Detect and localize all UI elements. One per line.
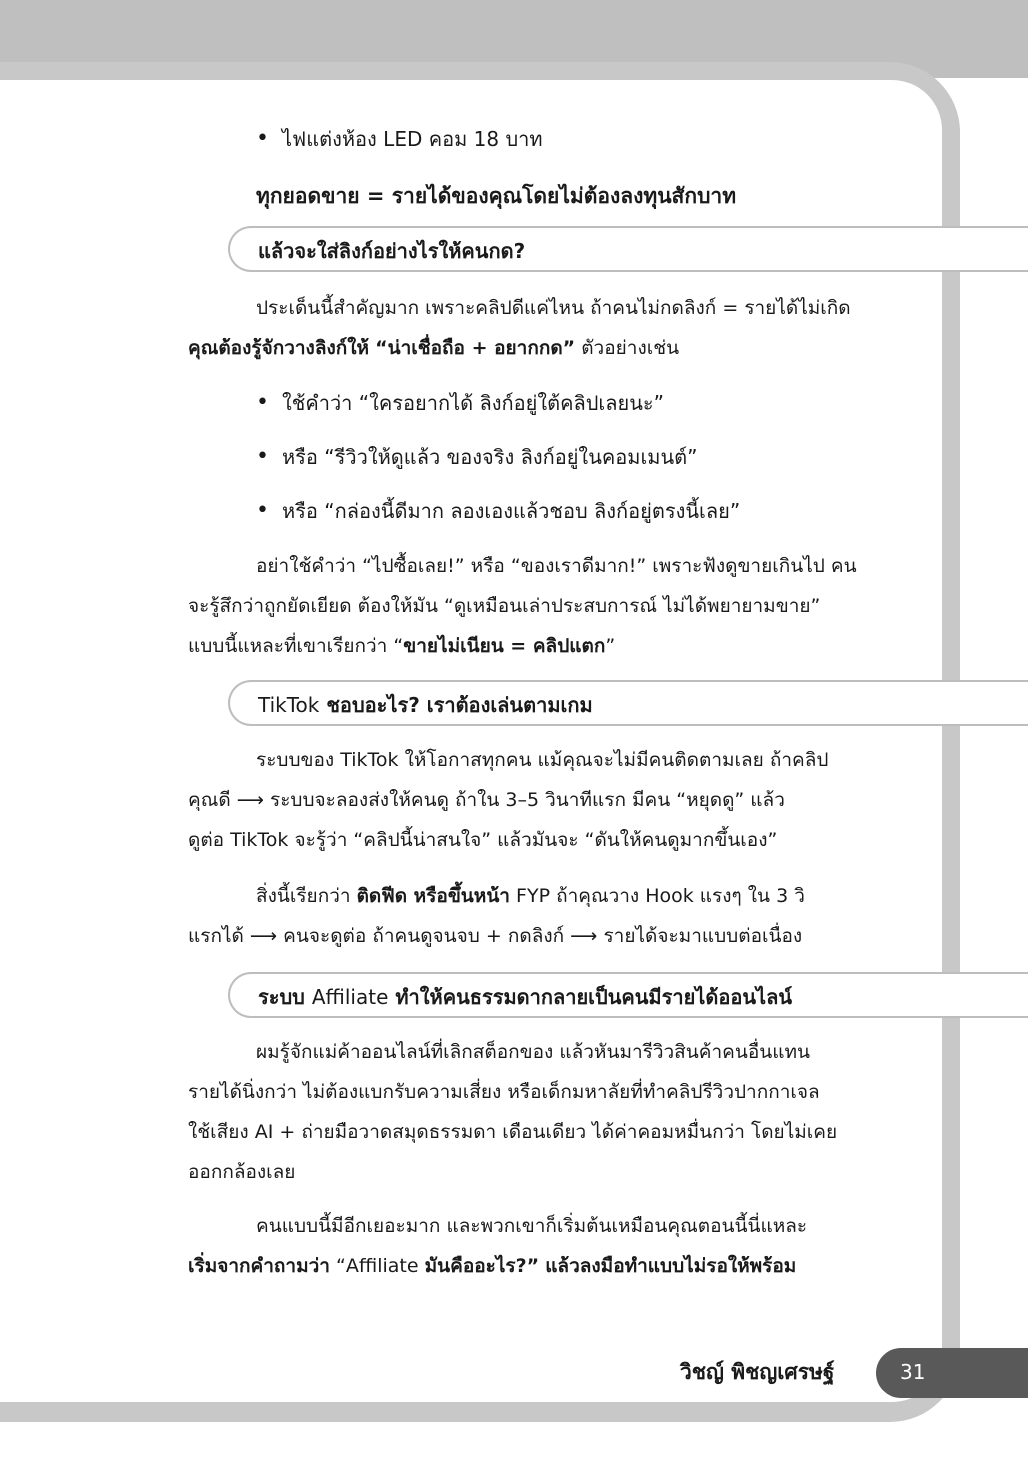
paragraph [188, 876, 910, 956]
paragraph [188, 546, 910, 666]
author-name: วิชญ์ พิชญเศรษฐ์ [680, 1360, 835, 1384]
paragraph-line: ประเด็นนี้สำคัญมาก เพราะคลิปดีแค่ไหน ถ้าคนไม่กดลิงก์ = รายได้ไม่เกิด [256, 297, 851, 319]
section-heading: แล้วจะใส่ลิงก์อย่างไรให้คนกด? [258, 239, 526, 263]
page-number: 31 [900, 1360, 926, 1384]
bold-statement: ทุกยอดขาย = รายได้ของคุณโดยไม่ต้องลงทุนสักบาท [256, 184, 737, 208]
paragraph-line: แรกได้ ⟶ คนจะดูต่อ ถ้าคนดูจนจบ + กดลิงก์ ⟶ รายได้จะมาแบบต่อเนื่อง [188, 925, 803, 947]
paragraph [188, 1032, 910, 1192]
bullet-item: • หรือ “รีวิวให้ดูแล้ว ของจริง ลิงก์อยู่ในคอมเมนต์” [256, 442, 697, 472]
bullet-item: • หรือ “กล่องนี้ดีมาก ลองเองแล้วชอบ ลิงก์อยู่ตรงนี้เลย” [256, 496, 740, 526]
section-heading-box [228, 972, 1028, 1018]
section-heading: ระบบ Affiliate ทำให้คนธรรมดากลายเป็นคนมีรายได้ออนไลน์ [258, 985, 793, 1009]
page-number-badge [876, 1348, 1028, 1398]
section-heading-box [228, 680, 1028, 726]
paragraph-line: สิ่งนี้เรียกว่า ติดฟีด หรือขึ้นหน้า FYP ถ้าคุณวาง Hook แรงๆ ใน 3 วิ [256, 885, 805, 907]
paragraph-line: คุณต้องรู้จักวางลิงก์ให้ “น่าเชื่อถือ + อยากกด” ตัวอย่างเช่น [188, 337, 680, 359]
bullet-item: • ไฟแต่งห้อง LED คอม 18 บาท [256, 124, 543, 154]
paragraph-line: คุณดี ⟶ ระบบจะลองส่งให้คนดู ถ้าใน 3–5 วินาทีแรก มีคน “หยุดดู” แล้ว [188, 789, 785, 811]
paragraph-line: อย่าใช้คำว่า “ไปซื้อเลย!” หรือ “ของเราดีมาก!” เพราะฟังดูขายเกินไป คน [256, 555, 857, 577]
paragraph-line: คนแบบนี้มีอีกเยอะมาก และพวกเขาก็เริ่มต้นเหมือนคุณตอนนี้นี่แหละ [256, 1215, 808, 1237]
paragraph-line: ระบบของ TikTok ให้โอกาสทุกคน แม้คุณจะไม่มีคนติดตามเลย ถ้าคลิป [256, 749, 829, 771]
paragraph [188, 740, 910, 860]
paragraph-line: ผมรู้จักแม่ค้าออนไลน์ที่เลิกสต็อกของ แล้วหันมารีวิวสินค้าคนอื่นแทน [256, 1041, 811, 1063]
paragraph [188, 1206, 910, 1286]
paragraph [188, 288, 910, 368]
paragraph-line: ดูต่อ TikTok จะรู้ว่า “คลิปนี้น่าสนใจ” แล้วมันจะ “ดันให้คนดูมากขึ้นเอง” [188, 829, 778, 851]
paragraph-line: จะรู้สึกว่าถูกยัดเยียด ต้องให้มัน “ดูเหมือนเล่าประสบการณ์ ไม่ได้พยายามขาย” [188, 595, 821, 617]
paragraph-line: ใช้เสียง AI + ถ่ายมือวาดสมุดธรรมดา เดือนเดียว ได้ค่าคอมหมื่นกว่า โดยไม่เคย [188, 1121, 838, 1143]
paragraph-line: แบบนี้แหละที่เขาเรียกว่า “ขายไม่เนียน = คลิปแตก” [188, 635, 616, 657]
paragraph-line: ออกกล้องเลย [188, 1161, 296, 1183]
section-heading: TikTok ชอบอะไร? เราต้องเล่นตามเกม [258, 693, 593, 717]
paragraph-line: รายได้นิ่งกว่า ไม่ต้องแบกรับความเสี่ยง หรือเด็กมหาลัยที่ทำคลิปรีวิวปากกาเจล [188, 1081, 820, 1103]
bullet-item: • ใช้คำว่า “ใครอยากได้ ลิงก์อยู่ใต้คลิปเลยนะ” [256, 388, 664, 418]
section-heading-box [228, 226, 1028, 272]
paragraph-line: เริ่มจากคำถามว่า “Affiliate มันคืออะไร?” แล้วลงมือทำแบบไม่รอให้พร้อม [188, 1255, 797, 1277]
